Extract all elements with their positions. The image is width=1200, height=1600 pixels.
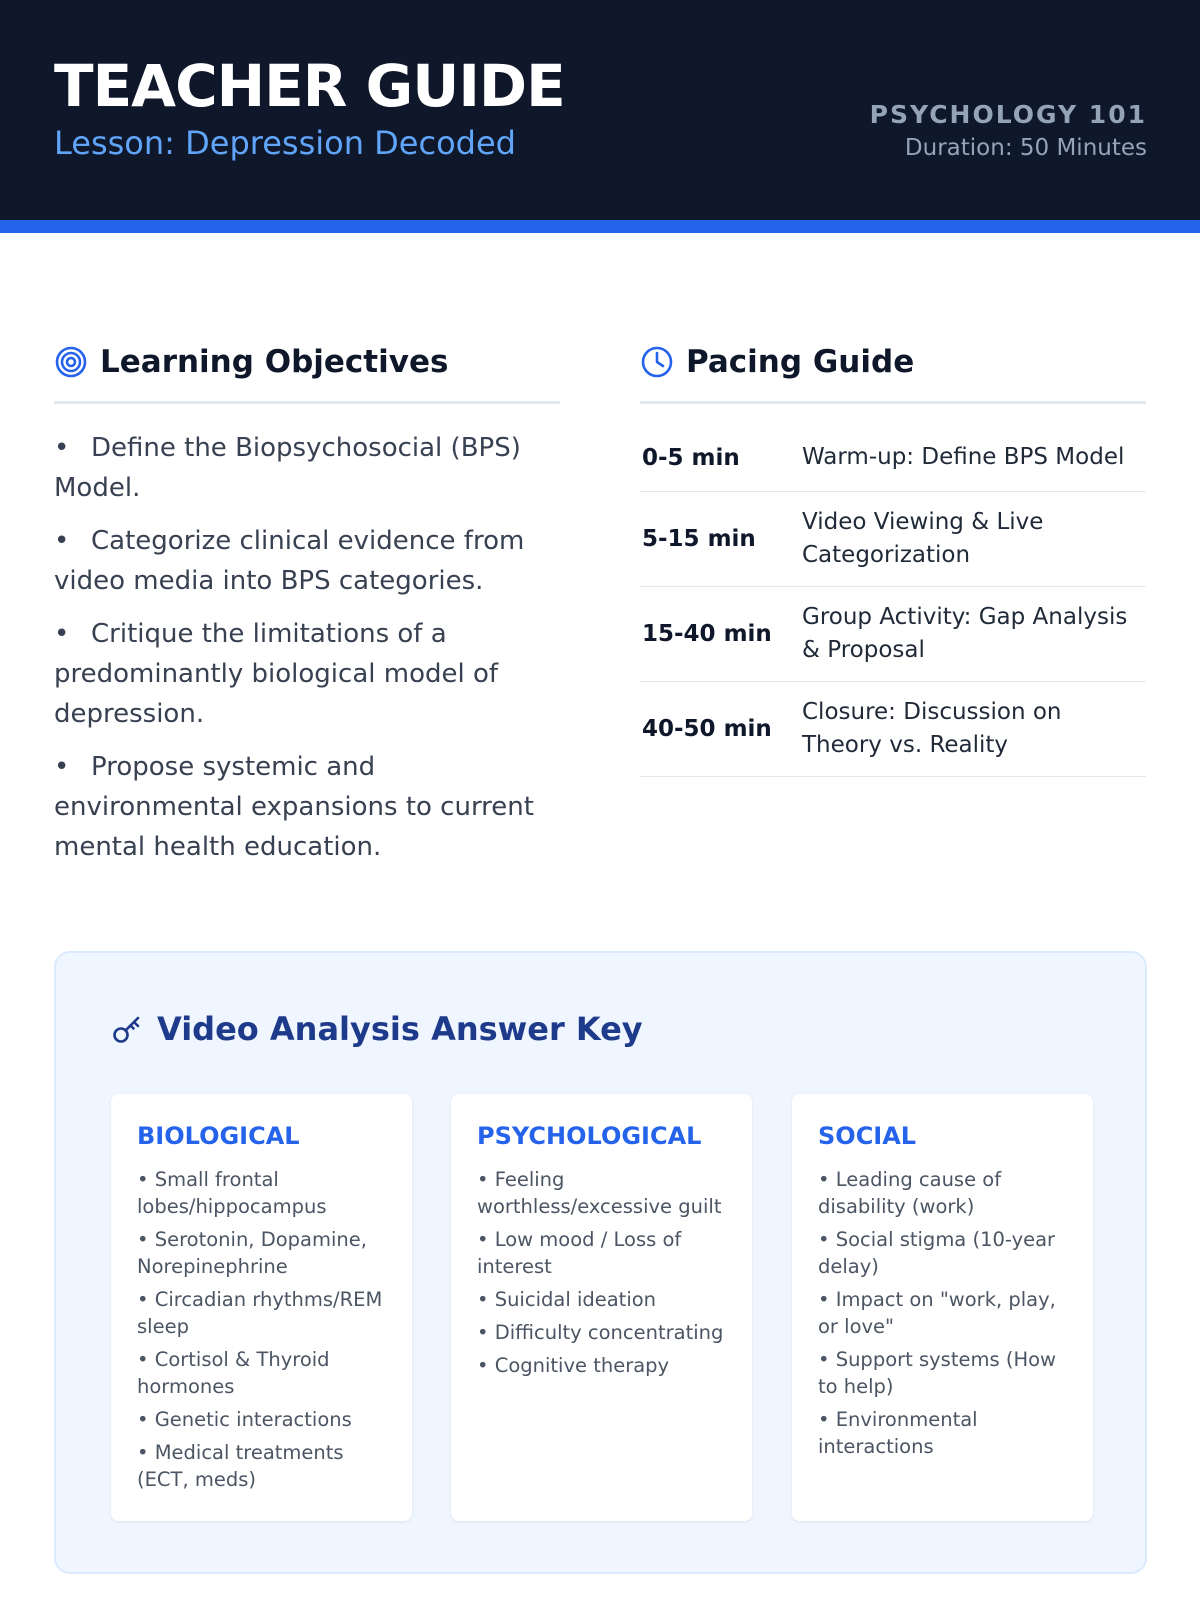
- lesson-subtitle: Lesson: Depression Decoded: [54, 124, 516, 162]
- list-item: • Categorize clinical evidence from video media into BPS categories.: [54, 526, 525, 596]
- course-label: PSYCHOLOGY 101: [869, 100, 1147, 129]
- page-title: TEACHER GUIDE: [54, 52, 565, 120]
- pacing-guide-heading: [640, 340, 1146, 404]
- list-item: • Cognitive therapy: [477, 1354, 670, 1377]
- list-item: • Propose systemic and environmental expansions to current mental health education.: [54, 752, 534, 862]
- list-item: • Environmental interactions: [818, 1408, 978, 1458]
- clock-icon: [640, 345, 674, 379]
- objectives-list: [54, 428, 564, 880]
- time-cell: 0-5 min: [642, 444, 740, 471]
- time-cell: 40-50 min: [642, 716, 772, 742]
- list-item: • Difficulty concentrating: [477, 1321, 724, 1344]
- psychological-card: [451, 1094, 752, 1521]
- time-cell: 15-40 min: [642, 621, 772, 647]
- card-title: PSYCHOLOGICAL: [477, 1122, 702, 1150]
- list-item: • Serotonin, Dopamine, Norepinephrine: [137, 1228, 367, 1278]
- activity-cell: Closure: Discussion on Theory vs. Reality: [802, 699, 1062, 758]
- activity-cell: Group Activity: Gap Analysis & Proposal: [802, 604, 1128, 663]
- list-item: • Social stigma (10-year delay): [818, 1228, 1056, 1278]
- list-item: • Circadian rhythms/REM sleep: [137, 1288, 383, 1338]
- biological-card: [111, 1094, 412, 1521]
- duration-label: Duration: 50 Minutes: [904, 135, 1147, 161]
- social-card: [792, 1094, 1093, 1521]
- list-item: • Leading cause of disability (work): [818, 1168, 1002, 1218]
- list-item: • Small frontal lobes/hippocampus: [137, 1168, 327, 1218]
- card-title: BIOLOGICAL: [137, 1122, 300, 1150]
- answer-key-heading: [111, 1010, 643, 1048]
- answer-key-panel: [54, 951, 1147, 1574]
- list-item: • Critique the limitations of a predominantly biological model of depression.: [54, 619, 499, 729]
- key-icon: [111, 1013, 143, 1045]
- table-row: [640, 587, 1146, 682]
- page-header: [0, 0, 1200, 233]
- list-item: • Genetic interactions: [137, 1408, 352, 1431]
- card-list: [477, 1166, 726, 1379]
- activity-cell: Video Viewing & Live Categorization: [802, 509, 1044, 568]
- learning-objectives-label: Learning Objectives: [100, 344, 449, 380]
- learning-objectives-heading: [54, 340, 560, 404]
- card-list: [137, 1166, 386, 1493]
- list-item: • Impact on "work, play, or love": [818, 1288, 1056, 1338]
- table-row: [640, 492, 1146, 587]
- list-item: • Feeling worthless/excessive guilt: [477, 1168, 722, 1218]
- list-item: • Suicidal ideation: [477, 1288, 657, 1311]
- activity-cell: Warm-up: Define BPS Model: [802, 444, 1125, 470]
- list-item: • Support systems (How to help): [818, 1348, 1056, 1398]
- list-item: • Define the Biopsychosocial (BPS) Model.: [54, 433, 521, 503]
- time-cell: 5-15 min: [642, 526, 756, 552]
- card-list: [818, 1166, 1067, 1460]
- list-item: • Low mood / Loss of interest: [477, 1228, 682, 1278]
- pacing-table: [640, 424, 1146, 777]
- table-row: [640, 682, 1146, 777]
- card-title: SOCIAL: [818, 1122, 917, 1150]
- list-item: • Medical treatments (ECT, meds): [137, 1441, 344, 1491]
- pacing-guide-label: Pacing Guide: [686, 344, 915, 380]
- list-item: • Cortisol & Thyroid hormones: [137, 1348, 330, 1398]
- table-row: [640, 424, 1146, 492]
- target-icon: [54, 345, 88, 379]
- answer-key-label: Video Analysis Answer Key: [157, 1010, 643, 1048]
